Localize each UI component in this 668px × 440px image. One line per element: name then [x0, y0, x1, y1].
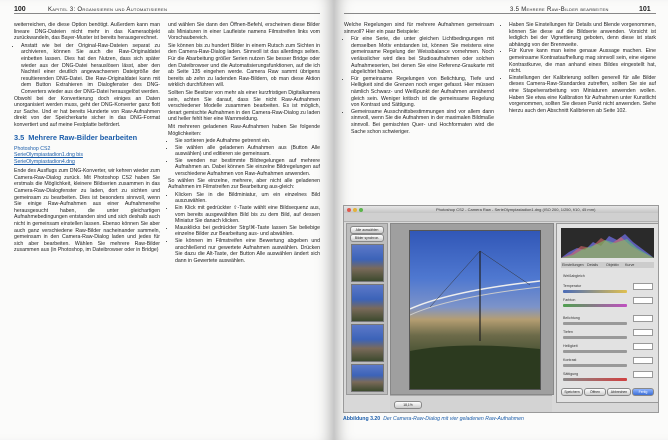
shadows-slider[interactable] [563, 336, 627, 339]
temperature-slider[interactable] [563, 290, 627, 293]
cancel-button[interactable]: Abbrechen [607, 388, 631, 396]
slider-label: Sättigung [563, 372, 579, 376]
right-page [334, 0, 668, 440]
paragraph: Ende des Ausflugs zum DNG-Konverter, wir kehren wieder zum Camera-Raw-Dialog zurück. Mit Photoshop CS2 haben Sie erstmals die Möglichkeit, kleinere Bildserien zusammen in das Camera-Raw-Dialogfenster zu laden, dort zu sichten und gemeinsam zu bearbeiten. Dies ist besonders sinnvoll, wenn Sie einige Raw-Aufnahmen aus einer Aufnahmereihe herausgesucht haben, die unter gleichartigen Aufnahmebedingungen entstanden sind und sich deshalb auch nicht in gemeinsam einstellen lassen. Ebenso können Sie aber auch ganz verschiedene Raw-Bilder nacheinander sammeln, gemeinsam in den Camera-Raw-Dialog laden und jedes für sich aber bearbeiten. Wählen Sie mehrere Raw-Bilder zusammen aus (in Photoshop, im Dateibrowser oder in Bridge) [14, 168, 160, 254]
bullet-item: • Gemeinsame Ausschnittsbestimmungen sind vor allem dann sinnvoll, wenn Sie die Aufnahmen in der maximalen Bildmaße sinnvoll. Bei gemischten Quer- und Hochformaten wird die Sache schon schwieriger. [351, 109, 494, 135]
tab-details[interactable]: Details [587, 263, 598, 267]
file-link[interactable]: SerieOlympiastadion4.dng [14, 158, 75, 165]
paragraph: weiterreichen, die diese Option benötigt. Außerdem kann man lineare DNG-Dateien nicht mehr in das Kameraobjekt zurückwandeln, das Bayer-Muster ist bereits herausgerechnet. [14, 22, 160, 42]
synchronize-button[interactable]: Bilder synchron. [350, 234, 384, 242]
bullet-item: • Sie wählen alle geladenen Aufnahmen aus (Button Alle auswählen) und editieren sie gemeinsam. [175, 145, 320, 158]
thumbnail[interactable] [351, 364, 384, 392]
bullet-item: • Ein Klick mit gedrückter ⇧-Taste wählt eine Bildsequenz aus, vom bereits ausgewählten Bild bis zu dem Bild, auf dessen Miniatur Sie danach klicken. [175, 205, 320, 225]
bullet-item: • Für Kurve kann man keine genaue Aussage machen. Eine gemeinsame Kontrastaufhellung mag sinnvoll sein, eine eigene Kontrastkurve, die man anhand eines Bildes eingestellt hat, nicht. [509, 48, 656, 74]
thumbnail[interactable] [351, 244, 384, 282]
text-column-1 [344, 22, 494, 135]
camera-raw-screenshot [343, 205, 659, 413]
tab-settings[interactable]: Einstellungen [562, 263, 584, 267]
tint-slider[interactable] [563, 304, 627, 307]
bullet-item: • Mausklicks bei gedrückter Strg/⌘-Taste lassen Sie beliebige einzelne Bilder zur Bearbeitung aus- und abwählen. [175, 225, 320, 238]
select-all-button[interactable]: Alle auswählen [350, 226, 384, 234]
file-reference-box [14, 146, 160, 166]
tab-curve[interactable]: Kurve [625, 263, 635, 267]
done-button[interactable]: Fertig [632, 388, 654, 396]
bullet-item: • Anstatt wie bei der Original-Raw-Dateien separat zu archivieren, können Sie auch die Raw-Originaldatei einbetten lassen. Dies hat den Nutzen, dass sich später wieder aus der DNG-Datei herauslösen lässt, aber den Nachteil einer deutlich angewachsenen Dateigröße der resultierenden DNG-Datei. Die Raw-Originaldatei kann mit dem Button Extrahieren im Dialogfenster des DNG-Converters wieder aus der DNG-Datei herausgelöst werden. [21, 43, 160, 96]
box-title: Photoshop CS2 [14, 145, 51, 152]
bullet-item: • Einstellungen der Kalibrierung sollten generell für alle Bilder dieses Camera-Raw-Standardes zutreffen, sollten Sie sie auf eine Stapelverarbeitung von Miniaturen anwenden wollen. Haben Sie etwa eine Kalibration für Aufnahmen unter Kunstlicht vorgenommen, sollten Sie diesen Punkt nicht anwenden. Siehe hierzu auch den Abschnitt Kalibrieren ab Seite 102. [509, 75, 656, 115]
page-number: 101 [639, 6, 651, 13]
preview-image [409, 230, 541, 390]
figure-number: Abbildung 3.20 [343, 416, 381, 422]
paragraph: So wählen Sie einzelne, mehrere, aber nicht alle geladenen Aufnahmen im Filmstreifen zur Bearbeitung aus-gleich: [168, 177, 320, 191]
zoom-select[interactable]: 18,1% [394, 401, 422, 409]
slider-value[interactable] [633, 315, 653, 322]
close-icon[interactable] [347, 208, 351, 212]
histogram [561, 228, 654, 258]
text-column-1 [14, 22, 160, 255]
stadium-roof-graphic [410, 231, 540, 389]
thumbnail[interactable] [351, 284, 384, 322]
thumbnail[interactable] [351, 324, 384, 362]
save-button[interactable]: Speichern [561, 388, 583, 396]
slider-label: Belichtung [563, 316, 580, 320]
zoom-icon[interactable] [359, 208, 363, 212]
panel-tabs [561, 262, 654, 268]
paragraph: Sollten Sie Besitzer von mehr als einer kurzfristigen Digitalkamera sein, achten Sie darauf, dass Sie nicht Raw-Aufnahmen verschiedener Modelle zusammen bearbeiten. Es ist möglich, derart gemischte Aufnahmen in den Camera-Raw-Dialog zu laden und heller fehlt hier eine Warnmeldung. [168, 89, 320, 123]
slider-value[interactable] [633, 371, 653, 378]
section-title: Mehrere Raw-Bilder bearbeiten [28, 132, 138, 142]
slider-value[interactable] [633, 357, 653, 364]
preview-area [390, 223, 554, 395]
slider-label: Helligkeit [563, 344, 578, 348]
bullet-item: • Sie können im Filmstreifen eine Bewertung abgeben und anschließend nur gewertete Aufnahmen auswählen. Drücken Sie dazu die Alt-Taste, der Button Alle auswählen ändert sich dann in Gewertete auswählen. [175, 238, 320, 264]
adjustments-panel [556, 223, 659, 403]
page-number: 100 [14, 6, 26, 13]
paragraph: Welche Regelungen sind für mehrere Aufnahmen gemeinsam sinnvoll? Hier ein paar Beispiele: [344, 22, 494, 35]
bullet-item: • Klicken Sie in die Bildminiatur, um ein einzelnes Bild auszuwählen. [175, 192, 320, 205]
text-column-2 [502, 22, 656, 114]
slider-label: Weißabgleich [563, 274, 585, 278]
bullet-item: • Für eine Serie, die unter gleichen Lichtbedingungen mit demselben Motiv entstanden ist, können Sie meistens eine gemeinsame Regelung der Weissbalance vornehmen. Noch verlässlicher wird dies bei Studioaufnahmen oder solchen Aufnahmeserien, bei denen Sie eine Referenz-Graukarte mit abgelichtet haben. [351, 36, 494, 76]
contrast-slider[interactable] [563, 364, 627, 367]
slider-value[interactable] [633, 297, 653, 304]
tool-bar [344, 213, 658, 222]
slider-label: Temperatur [563, 284, 582, 288]
paragraph: Mit mehreren geladenen Raw-Aufnahmen haben Sie folgende Möglichkeiten: [168, 123, 320, 137]
paragraph: und wählen Sie dann den Öffnen-Befehl, erscheinen diese Bilder als Miniaturen in einer Laufleiste namens Filmstreifen links vom Vorschaubereich. [168, 22, 320, 42]
slider-label: Kontrast [563, 358, 577, 362]
header-rule [14, 13, 320, 14]
text-column-2 [168, 22, 320, 264]
figure-caption [343, 416, 659, 422]
bullet-item: • Sie wenden nur bestimmte Bildregelungen auf mehrere Aufnahmen an. Dabei können Sie einzelne Bildregelungen auf verschiedene Aufnahmen von Raw-Aufnahmen anwenden. [175, 158, 320, 178]
slider-value[interactable] [633, 343, 653, 350]
minimize-icon[interactable] [353, 208, 357, 212]
bullet-item: • Haben Sie Einstellungen für Details und Blende vorgenommen, können Sie diese auf die Bildserie anwenden. Vorsicht ist lediglich bei der Vignettierung geboten, denn diese ist stark abhängig von der Brennweite. [509, 22, 656, 48]
paragraph: Sie können bis zu hundert Bilder in einem Rutsch zum Sichten in den Camera-Raw-Dialog laden. Sinnvoll ist das allerdings selten. Für die Abarbeitung größer Serien nutzen Sie besser Bridge oder den Dateibrowser und die Automatisierungsfunktionen, auf die ich ab Seite 135 eingehen werde. Camera Raw sammt übrigens bereits ab zehn zu ladenden Raw-Bildern, ob man diese Aktion wirklich durchführen will. [168, 42, 320, 89]
section-number: 3.5 [14, 132, 25, 142]
bullet-item: • Für gemeinsame Regelungen von Belichtung, Tiefe und Helligkeit sind die Grenzen noch enger gefasst. Hier müssen nämlich Schwarz- und Weißpunkt der Aufnahmen annähernd gleich sein. Weniger kritisch ist die gemeinsame Regelung von Kontrast und Sättigung. [351, 76, 494, 109]
slider-value[interactable] [633, 329, 653, 336]
paragraph: Obwohl bei der Konvertierung doch einiges an Daten unorganisiert werden muss, geht der DNG-Konverter ganz flott zur Sache. Und er hat bereits Hunderte von Raw-Aufnahmen direkt von der Speicherkarte sicher in das DNG-Format konvertiert und auf meine Festplatte befördert. [14, 95, 160, 128]
chapter-title: 3.5 Mehrere Raw-Bilder bearbeiten [510, 7, 609, 13]
caption-text: Der Camera-Raw-Dialog mit vier geladenen Raw-Aufnahmen [383, 416, 524, 422]
chapter-title: Kapitel 3: Organisieren und Automatisieren [48, 7, 168, 13]
section-heading [14, 133, 160, 142]
tab-lens[interactable]: Objektiv [606, 263, 619, 267]
slider-label: Farbton [563, 298, 576, 302]
saturation-slider[interactable] [563, 378, 627, 381]
slider-label: Tiefen [563, 330, 573, 334]
exposure-slider[interactable] [563, 322, 627, 325]
brightness-slider[interactable] [563, 350, 627, 353]
open-button[interactable]: Öffnen [584, 388, 606, 396]
window-title: Photoshop CS2 - Camera Raw - SerieOlympiastadion1.dng (ISO 200, 1/250, f/10, 45 mm) [436, 207, 596, 212]
bullet-item: • Sie sortieren jede Aufnahme getrennt ein. [175, 138, 320, 145]
workflow-options-bar [390, 395, 552, 412]
header-rule [344, 13, 656, 14]
filmstrip [346, 223, 388, 395]
slider-value[interactable] [633, 283, 653, 290]
file-link[interactable]: SerieOlympiastadion1.dng bis [14, 152, 83, 159]
